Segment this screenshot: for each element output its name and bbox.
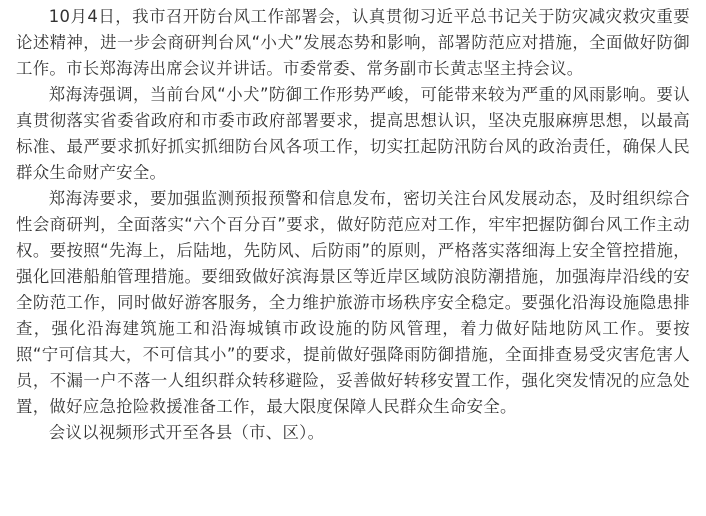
paragraph-situation-assessment: 郑海涛强调，当前台风“小犬”防御工作形势严峻，可能带来较为严重的风雨影响。要认真贯彻落实省委省政府和市委市政府部署要求，提高思想认识，坚决克服麻痹思想，以最高标准、最严要求抓好抓实抓细防台风各项工作，切实扛起防汛防台风的政治责任，确保人民群众生命财产安全。 bbox=[16, 85, 690, 182]
paragraph-meeting-summary: 10月4日，我市召开防台风工作部署会，认真贯彻习近平总书记关于防灾减灾救灾重要论述精神，进一步会商研判台风“小犬”发展态势和影响，部署防范应对措施，全面做好防御工作。市长郑海涛出席会议并讲话。市委常委、常务副市长黄志坚主持会议。 bbox=[16, 7, 690, 78]
paragraph-meeting-format: 会议以视频形式开至各县（市、区）。 bbox=[48, 423, 325, 442]
paragraph-work-requirements: 郑海涛要求，要加强监测预报预警和信息发布，密切关注台风发展动态，及时组织综合性会商研判，全面落实“六个百分百”要求，做好防范应对工作，牢牢把握防御台风工作主动权。要按照“先海上，后陆地，先防风、后防雨”的原则，严格落实落细海上安全管控措施，强化回港船舶管理措施。要细致做好滨海景区等近岸区域防浪防潮措施，加强海岸沿线的安全防范工作，同时做好游客服务，全力维护旅游市场秩序安全稳定。要强化沿海设施隐患排查，强化沿海建筑施工和沿海城镇市政设施的防风管理，着力做好陆地防风工作。要按照“宁可信其大，不可信其小”的要求，提前做好强降雨防御措施，全面排查易受灾害危害人员，不漏一户不落一人组织群众转移避险，妥善做好转移安置工作，强化突发情况的应急处置，做好应急抢险救援准备工作，最大限度保障人民群众生命安全。 bbox=[16, 189, 690, 416]
